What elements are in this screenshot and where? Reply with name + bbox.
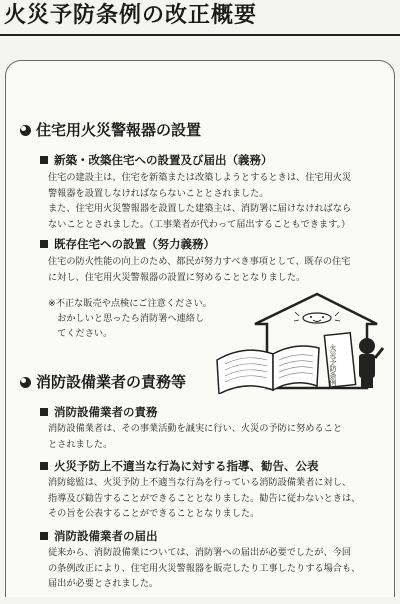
paragraph-new-build bbox=[48, 170, 388, 232]
text-line: 消防設備業者は、その事業活動を誠実に行い、火災の予防に努めること bbox=[48, 423, 342, 434]
section-heading-text: 消防設備業者の責務等 bbox=[36, 373, 187, 391]
paragraph-guidance bbox=[48, 475, 388, 522]
subsection-heading-text: 既存住宅への設置（努力義務） bbox=[54, 237, 215, 251]
ordinance-book-cover bbox=[324, 333, 355, 387]
subsection-heading-new-build bbox=[40, 152, 273, 168]
text-line: 警報器を設置しなければならないこととされました。 bbox=[48, 187, 269, 199]
note-line: ※不正な販売や点検にご注意ください。 bbox=[48, 298, 212, 309]
section-heading-smoke-alarm bbox=[20, 120, 201, 140]
bullet-square-icon bbox=[40, 240, 48, 248]
text-line: の条例改正により、住宅用火災警報器を販売したり工事したりする場合も、 bbox=[48, 562, 361, 574]
text-line: その旨を公表することができることとなりました。 bbox=[48, 508, 260, 519]
text-line: 住宅の防火性能の向上のため、都民が努力すべき事項として、既存の住宅 bbox=[48, 256, 351, 267]
page-title: 火災予防条例の改正概要 bbox=[4, 3, 258, 28]
section-heading-text: 住宅用火災警報器の設置 bbox=[36, 121, 202, 139]
text-line: 指導及び勧告することができることとなりました。勧告に従わないときは、 bbox=[48, 492, 361, 504]
illustration bbox=[215, 290, 393, 394]
firefighter-icon bbox=[359, 338, 383, 388]
paragraph-duty bbox=[48, 421, 388, 452]
subsection-heading-text: 消防設備業者の責務 bbox=[54, 405, 158, 419]
section-heading-contractor bbox=[20, 372, 186, 392]
subsection-heading-text: 火災予防上不適当な行為に対する指導、勧告、公表 bbox=[54, 459, 319, 473]
bullet-square-icon bbox=[40, 462, 48, 470]
text-line: 消防総監は、火災予防上不適当な行為を行っている消防設備業者に対し、 bbox=[48, 477, 352, 488]
subsection-heading-notification bbox=[40, 528, 158, 544]
bullet-square-icon bbox=[40, 408, 48, 416]
paragraph-existing bbox=[48, 254, 388, 285]
text-line: ないこととされました。（工事業者が代わって届出することもできます。） bbox=[48, 218, 351, 230]
subsection-heading-text: 新築・改築住宅への設置及び届出（義務） bbox=[54, 153, 273, 167]
text-line: 従来から、消防設備業については、消防署への届出が必要でしたが、今回 bbox=[48, 547, 352, 558]
note-line: てください。 bbox=[48, 328, 113, 339]
subsection-heading-text: 消防設備業者の届出 bbox=[54, 529, 158, 543]
subsection-heading-duty bbox=[40, 404, 158, 420]
subsection-heading-existing bbox=[40, 236, 215, 252]
bullet-square-icon bbox=[40, 156, 48, 164]
text-line: 住宅の建設主は、住宅を新築または改築しようとするときは、住宅用火災 bbox=[48, 172, 352, 183]
text-line: 届出が必要とされました。 bbox=[48, 578, 159, 589]
text-line: とされました。 bbox=[48, 438, 113, 450]
text-line: に対し、住宅用火災警報器の設置に努めることとなりました。 bbox=[48, 271, 306, 283]
bullet-dot-icon bbox=[20, 377, 31, 388]
bullet-square-icon bbox=[40, 532, 48, 540]
book-cover-label: 火災予防条例 bbox=[329, 344, 337, 386]
text-line: また、住宅用火災警報器を設置した建築主は、消防署に届けなければなら bbox=[48, 203, 352, 214]
bullet-dot-icon bbox=[20, 125, 31, 136]
title-rule bbox=[0, 34, 400, 36]
subsection-heading-guidance bbox=[40, 458, 319, 474]
note-line: おかしいと思ったら消防署へ連絡し bbox=[48, 313, 205, 324]
paragraph-notification bbox=[48, 545, 388, 592]
